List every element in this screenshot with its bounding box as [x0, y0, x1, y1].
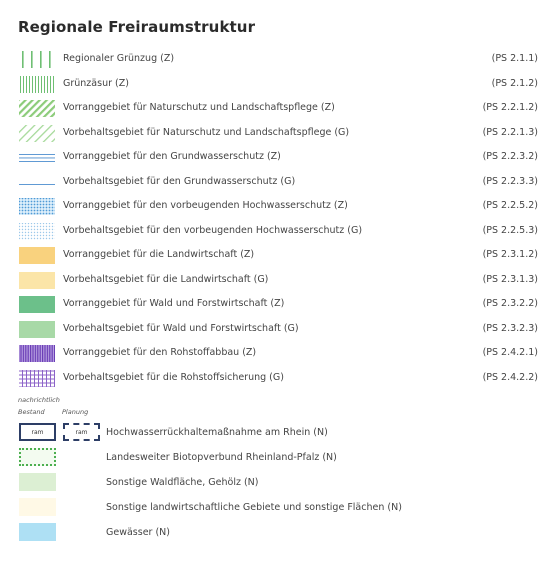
legend-row: [18, 369, 538, 391]
nachrichtlich-row: [18, 498, 538, 520]
legend-row: [18, 50, 538, 72]
legend-reference: (PS 2.3.1.3): [482, 273, 538, 285]
nachrichtlich-label: Gewässer (N): [106, 527, 170, 538]
fill-pale-yellow-symbol: [19, 498, 56, 516]
blue-dots-strong-symbol: [18, 197, 56, 217]
green-vertical-bars-wide-symbol: [18, 50, 56, 70]
legend-row: [18, 344, 538, 366]
legend-reference: (PS 2.4.2.2): [482, 371, 538, 383]
legend-reference: (PS 2.1.2): [491, 77, 538, 89]
nachrichtlich-label: Landesweiter Biotopverbund Rheinland-Pfalz (N): [106, 452, 337, 463]
legend-label: Vorbehaltsgebiet für die Rohstoffsicherung (G): [63, 371, 284, 383]
legend-label: Vorranggebiet für den Grundwasserschutz (Z): [63, 151, 281, 162]
legend-row: [18, 75, 538, 97]
legend-label: Vorranggebiet für Wald und Forstwirtschaft (Z): [63, 298, 285, 309]
green-diagonal-hatch-light-symbol: [18, 124, 56, 144]
nachrichtlich-row: [18, 473, 538, 495]
blue-single-line-symbol: [18, 173, 56, 193]
legend-reference: (PS 2.1.1): [491, 53, 538, 64]
fill-pale-green-symbol: [19, 473, 56, 491]
legend-label: Vorranggebiet für Naturschutz und Landschaftspflege (Z): [63, 102, 335, 113]
green-vertical-bars-dense-symbol: [18, 75, 56, 95]
planung-label: Planung: [62, 408, 89, 416]
legend-label: Vorranggebiet für die Landwirtschaft (Z): [63, 249, 255, 260]
legend-label: Vorbehaltsgebiet für Wald und Forstwirtschaft (G): [63, 322, 299, 334]
nachrichtlich-label: Sonstige Waldfläche, Gehölz (N): [106, 477, 259, 488]
bestand-label: Bestand: [18, 408, 45, 416]
green-dotted-outline-symbol: [19, 448, 56, 466]
green-diagonal-hatch-strong-symbol: [18, 99, 56, 119]
legend-row: [18, 222, 538, 244]
legend-row: [18, 295, 538, 317]
bestand-box-symbol: ram: [19, 423, 56, 441]
legend-row: [18, 197, 538, 219]
legend-reference: (PS 2.4.2.1): [482, 347, 538, 358]
legend-reference: (PS 2.2.1.3): [482, 126, 538, 138]
legend-row: [18, 173, 538, 195]
legend-label: Regionaler Grünzug (Z): [63, 53, 175, 64]
legend-row: [18, 124, 538, 146]
legend-reference: (PS 2.2.3.2): [482, 151, 538, 162]
legend-label: Vorbehaltsgebiet für den vorbeugenden Hochwasserschutz (G): [63, 224, 363, 236]
legend-reference: (PS 2.2.3.3): [482, 175, 538, 187]
legend-label: Grünzäsur (Z): [63, 77, 129, 89]
nachrichtlich-label: Sonstige landwirtschaftliche Gebiete und sonstige Flächen (N): [106, 502, 402, 513]
planung-box-symbol: ram: [63, 423, 100, 441]
legend-row: [18, 320, 538, 342]
legend-reference: (PS 2.3.1.2): [482, 249, 538, 260]
legend-reference: (PS 2.3.2.3): [482, 322, 538, 334]
nachrichtlich-row: [18, 448, 538, 470]
nachrichtlich-row: [18, 423, 538, 445]
nachrichtlich-row: [18, 523, 538, 545]
legend-reference: (PS 2.3.2.2): [482, 298, 538, 309]
purple-vertical-dense-symbol: [18, 344, 56, 364]
blue-dots-light-symbol: [18, 222, 56, 242]
nachrichtlich-label: Hochwasserrückhaltemaßnahme am Rhein (N): [106, 427, 328, 438]
legend-reference: (PS 2.2.5.3): [482, 224, 538, 236]
fill-orange-strong-symbol: [18, 246, 56, 266]
legend-reference: (PS 2.2.1.2): [482, 102, 538, 113]
legend-label: Vorranggebiet für den vorbeugenden Hochwasserschutz (Z): [63, 200, 348, 211]
legend-label: Vorbehaltsgebiet für Naturschutz und Landschaftspflege (G): [63, 126, 350, 138]
legend-title: Regionale Freiraumstruktur: [18, 18, 256, 36]
purple-grid-symbol: [18, 369, 56, 389]
legend-label: Vorranggebiet für den Rohstoffabbau (Z): [63, 347, 257, 358]
legend-row: [18, 99, 538, 121]
legend-row: [18, 148, 538, 170]
legend-label: Vorbehaltsgebiet für die Landwirtschaft (G): [63, 273, 269, 285]
fill-green-strong-symbol: [18, 295, 56, 315]
nachrichtlich-heading: nachrichtlich: [18, 396, 60, 404]
legend-row: [18, 271, 538, 293]
blue-horizontal-lines-symbol: [18, 148, 56, 168]
fill-light-blue-symbol: [19, 523, 56, 541]
legend-reference: (PS 2.2.5.2): [482, 200, 538, 211]
fill-green-light-symbol: [18, 320, 56, 340]
legend-row: [18, 246, 538, 268]
legend-label: Vorbehaltsgebiet für den Grundwasserschutz (G): [63, 175, 296, 187]
fill-orange-light-symbol: [18, 271, 56, 291]
